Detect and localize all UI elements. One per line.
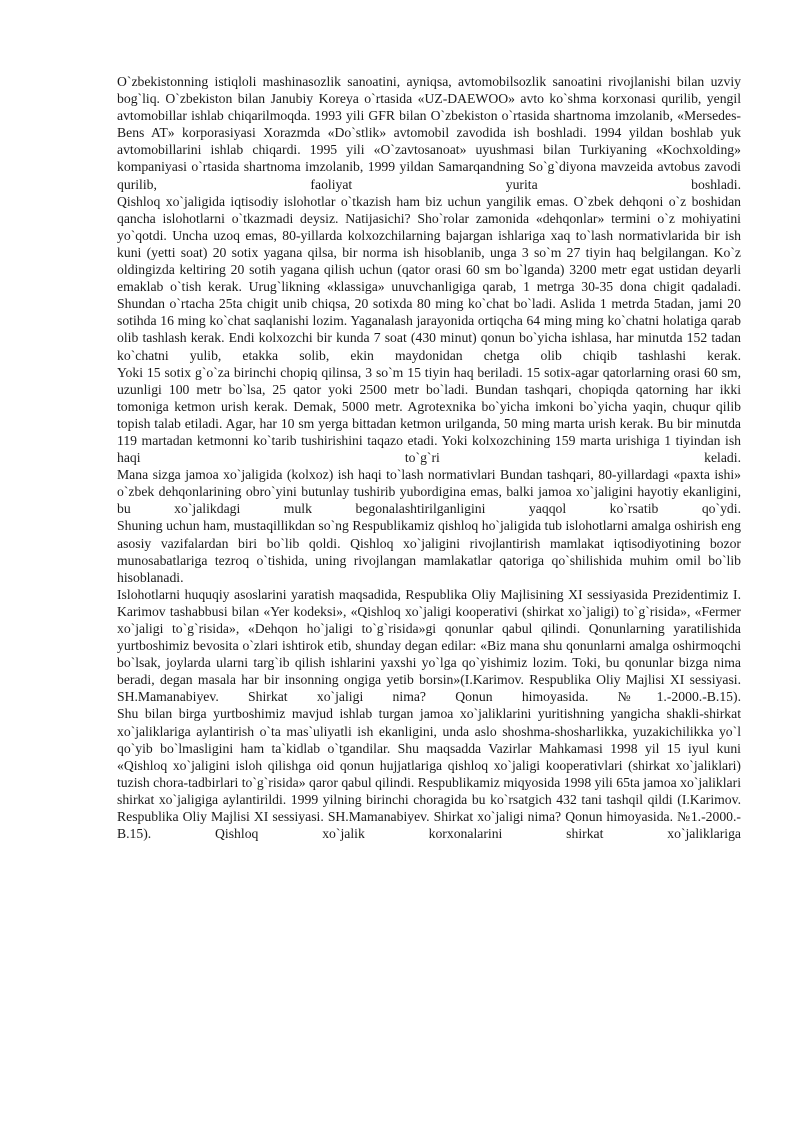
paragraph-collective-farm-wages: Mana sizga jamoa xo`jaligida (kolxoz) ish haqi to`lash normativlari Bundan tashqari, 80-yillardagi «paxta ishi» o`zbek dehqonlarining obro`yini butunlay tushirib yubordigina emas, balki jamoa xo`jaligini hayotiy ekanligini, bu xo`jalikdagi mulk begonalashtirilganligini yaqqol ko`rsatib qo`ydi. bbox=[117, 467, 741, 517]
paragraph-cotton-hoeing: Yoki 15 sotix g`o`za birinchi chopiq qilinsa, 3 so`m 15 tiyin haq beriladi. 15 sotix-agar qatorlarning orasi 60 sm, uzunligi 100 metr bo`lsa, 25 qator yoki 2500 metr bo`ladi. Bundan tashqari, chopiqda qatorning har ikki tomoniga ketmon urish kerak. Demak, 5000 metr. Agrotexnika bo`yicha imkoni bo`yicha yaqin, chuqur qilib topish talab etiladi. Agar, har 10 sm yerga bittadan ketmon urilganda, 50 ming marta urish kerak. Bu bir minutda 119 martadan ketmonni ko`tarib tushirishini taqazo etadi. Yoki kolxozchining 159 marta urishiga 1 tiyindan ish haqi to`g`ri keladi. bbox=[117, 364, 741, 466]
document-page bbox=[117, 73, 741, 842]
paragraph-agriculture-reforms: Qishloq xo`jaligida iqtisodiy islohotlar o`tkazish ham biz uchun yangilik emas. O`zbek dehqoni o`z boshidan qancha islohotlarni o`tkazmadi deysiz. Natijasichi? Sho`rolar zamonida «dehqonlar» termini o`z mohiyatini yo`qotdi. Uncha uzoq emas, 80-yillarda kolxozchilarning bajargan ishlariga xaq to`lash normativlarida bir ish kuni (yetti soat) 20 sotix yagana qilsa, bir norma ish hisoblanib, unga 3 so`m 27 tiyin haq belgilangan. Ko`z oldingizda keltiring 20 sotih yagana qilish uchun (qator orasi 60 sm bo`lganda) 3200 metr egat ustidan deyarli emaklab o`tish kerak. Urug`likning «klassiga» unuvchanligiga qarab, 1 metrga 30-35 dona chigit qadaladi. Shundan o`rtacha 25ta chigit unib chiqsa, 20 sotixda 80 ming ko`chat bo`ladi. Aslida 1 metrda 5tadan, jami 20 sotihda 16 ming ko`chat saqlanishi lozim. Yaganalash jarayonida ortiqcha 64 ming ming ko`chatni holatiga qarab olib tashlash kerak. Endi kolxozchi bir kunda 7 soat (430 minut) qonun bo`yicha ishlasa, har minutda 152 tadan ko`chatni yulib, etakka solib, ekin maydonidan chetga olib chiqib tashlashi kerak. bbox=[117, 193, 741, 363]
paragraph-shirkat-farms: Shu bilan birga yurtboshimiz mavjud ishlab turgan jamoa xo`jaliklarini yuritishning yangicha shakli-shirkat xo`jaliklariga aylantirish o`ta mas`uliyatli ish ekanligini, unda aslo shoshma-shosharlikka, yuzakichilikka yo`l qo`yib bo`lmasligini ham ta`kidlab o`tgandilar. Shu maqsadda Vazirlar Mahkamasi 1998 yil 15 iyul kuni «Qishloq xo`jaligini isloh qilishga oid qonun hujjatlariga qishloq xo`jaligi kooperativlari (shirkat xo`jaliklari) tuzish chora-tadbirlari to`g`risida» qaror qabul qilindi. Respublikamiz miqyosida 1998 yili 65ta jamoa xo`jaliklari shirkat xo`jaligiga aylantirildi. 1999 yilning birinchi choragida bu ko`rsatgich 432 tani tashqil qildi (I.Karimov. Respublika Oliy Majlisi XI sessiyasi. SH.Mamanabiyev. Shirkat xo`jaligi nima? Qonun himoyasida. №1.-2000.-B.15). Qishloq xo`jalik korxonalarini shirkat xo`jaliklariga bbox=[117, 706, 741, 842]
paragraph-automotive-industry: O`zbekistonning istiqloli mashinasozlik sanoatini, ayniqsa, avtomobilsozlik sanoatini rivojlanishi bilan uzviy bog`liq. O`zbekiston bilan Janubiy Koreya o`rtasida «UZ-DAEWOO» avto ko`shma korxonasi qurilib, yengil avtomobillar ishlab chiqarilmoqda. 1993 yili GFR bilan O`zbekiston o`rtasida shartnoma imzolanib, «Mersedes-Bens AT» korporasiyasi Xorazmda «Do`stlik» avtomobil zavodida ish boshladi. 1994 yildan boshlab yuk avtomobillarini ishlab chiqardi. 1995 yili «O`zavtosanoat» uyushmasi bilan Turkiyaning «Kochxolding» kompaniyasi o`rtasida shartnoma imzolanib, 1999 yildan Samarqandning So`g`diyona mavzeida avtobus zavodi qurilib, faoliyat yurita boshladi. bbox=[117, 74, 741, 192]
paragraph-legal-basis: Islohotlarni huquqiy asoslarini yaratish maqsadida, Respublika Oliy Majlisining XI sessiyasida Prezidentimiz I. Karimov tashabbusi bilan «Yer kodeksi», «Qishloq xo`jaligi kooperativi (shirkat xo`jaligi) to`g`risida», «Fermer xo`jaligi to`g`risida», «Dehqon ho`jaligi to`g`risida»gi qonunlar qabul qilindi. Qonunlarning yaratilishida yurtboshimiz bevosita o`zlari ishtirok etib, shunday degan edilar: «Biz mana shu qonunlarni amalga oshirmoqchi bo`lsak, joylarda ularni targ`ib qilish ishlarini yaxshi yo`lga qo`yishimiz lozim. Toki, bu qonunlar bizga nima beradi, degan masala har bir insonning ongiga yetib borsin»(I.Karimov. Respublika Oliy Majlisi XI sessiyasi. SH.Mamanabiyev. Shirkat xo`jaligi nima? Qonun himoyasida. №1.-2000.-B.15). bbox=[117, 586, 741, 705]
paragraph-independence-reforms: Shuning uchun ham, mustaqillikdan so`ng Respublikamiz qishloq ho`jaligida tub islohotlarni amalga oshirish eng asosiy vazifalardan biri bo`lib qoldi. Qishloq xo`jaligini rivojlantirish mamlakat iqtisodiyotining bozor munosabatlariga tezroq o`tishida, uning rivojlangan mamlakatlar qatoriga qo`shilishida muhim omil bo`lib hisoblanadi. bbox=[117, 518, 741, 585]
